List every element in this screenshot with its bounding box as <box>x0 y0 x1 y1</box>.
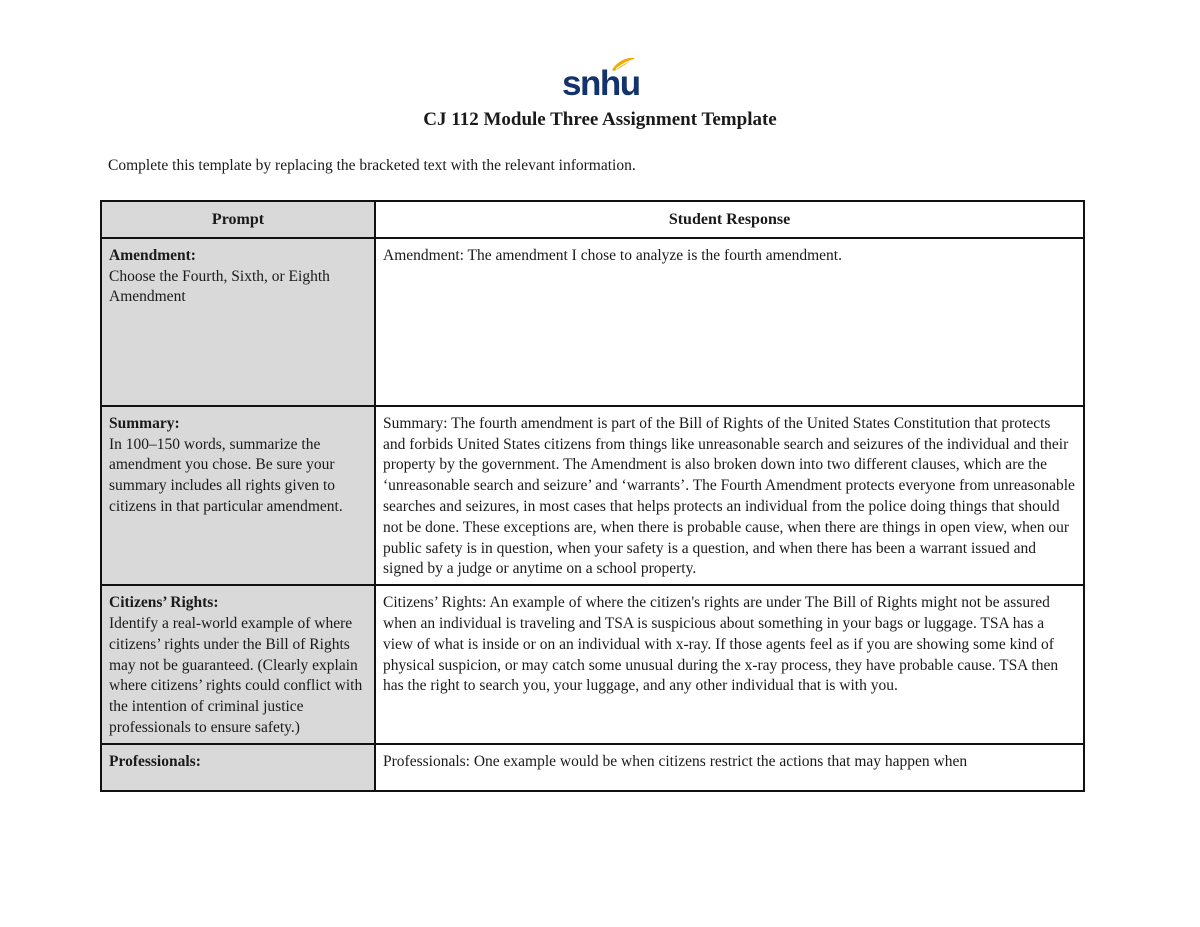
table-row-professionals <box>101 744 1084 791</box>
response-cell[interactable]: Amendment: The amendment I chose to analyze is the fourth amendment. <box>375 238 1084 406</box>
snhu-logo <box>562 56 638 106</box>
prompt-cell <box>101 238 375 406</box>
prompt-cell <box>101 744 375 791</box>
response-cell[interactable]: Citizens’ Rights: An example of where the citizen's rights are under The Bill of Rights might not be assured when an individual is traveling and TSA is suspicious about something in your bags or luggage. TSA has a view of what is inside or on an individual with x-ray. If those agents feel as if you are showing some kind of physical suspicion, or may catch some unusual during the x-ray process, they have probable cause. TSA then has the right to search you, your luggage, and any other individual that is with you. <box>375 585 1084 744</box>
response-cell[interactable]: Summary: The fourth amendment is part of the Bill of Rights of the United States Constitution that protects and forbids United States citizens from things like unreasonable search and seizures of the individual and their property by the government. The Amendment is also broken down into two different clauses, which are the ‘unreasonable search and seizure’ and ‘warrants’. The Fourth Amendment protects everyone from unreasonable searches and seizures, in most cases that helps protects an individual from the police doing things that should not be done. These exceptions are, when there is probable cause, when there are things in open view, when our public safety is in question, when your safety is a question, and when there has been a warrant issued and signed by a judge or anytime on a school property. <box>375 406 1084 585</box>
prompt-description: Choose the Fourth, Sixth, or Eighth Amendment <box>109 267 330 306</box>
assignment-table <box>100 200 1085 792</box>
prompt-cell <box>101 585 375 744</box>
prompt-label: Summary: <box>109 414 180 432</box>
table-row-citizens-rights <box>101 585 1084 744</box>
prompt-label: Professionals: <box>109 752 201 770</box>
instructions-text: Complete this template by replacing the bracketed text with the relevant information. <box>108 157 636 174</box>
page-title: CJ 112 Module Three Assignment Template <box>423 109 777 130</box>
prompt-description: In 100–150 words, summarize the amendment you chose. Be sure your summary includes all rights given to citizens in that particular amendment. <box>109 435 343 515</box>
prompt-label: Citizens’ Rights: <box>109 594 219 612</box>
logo-wordmark: snhu <box>562 64 640 103</box>
prompt-column-header: Prompt <box>101 201 375 238</box>
response-cell[interactable]: Professionals: One example would be when citizens restrict the actions that may happen when <box>375 744 1084 791</box>
prompt-description: Identify a real-world example of where citizens’ rights under the Bill of Rights may not be guaranteed. (Clearly explain where citizens’ rights could conflict with the intention of criminal justice professionals to ensure safety.) <box>109 614 363 736</box>
prompt-cell <box>101 406 375 585</box>
response-column-header: Student Response <box>375 201 1084 238</box>
table-row-amendment <box>101 238 1084 406</box>
prompt-label: Amendment: <box>109 246 196 264</box>
table-row-summary <box>101 406 1084 585</box>
table-header-row <box>101 201 1084 238</box>
